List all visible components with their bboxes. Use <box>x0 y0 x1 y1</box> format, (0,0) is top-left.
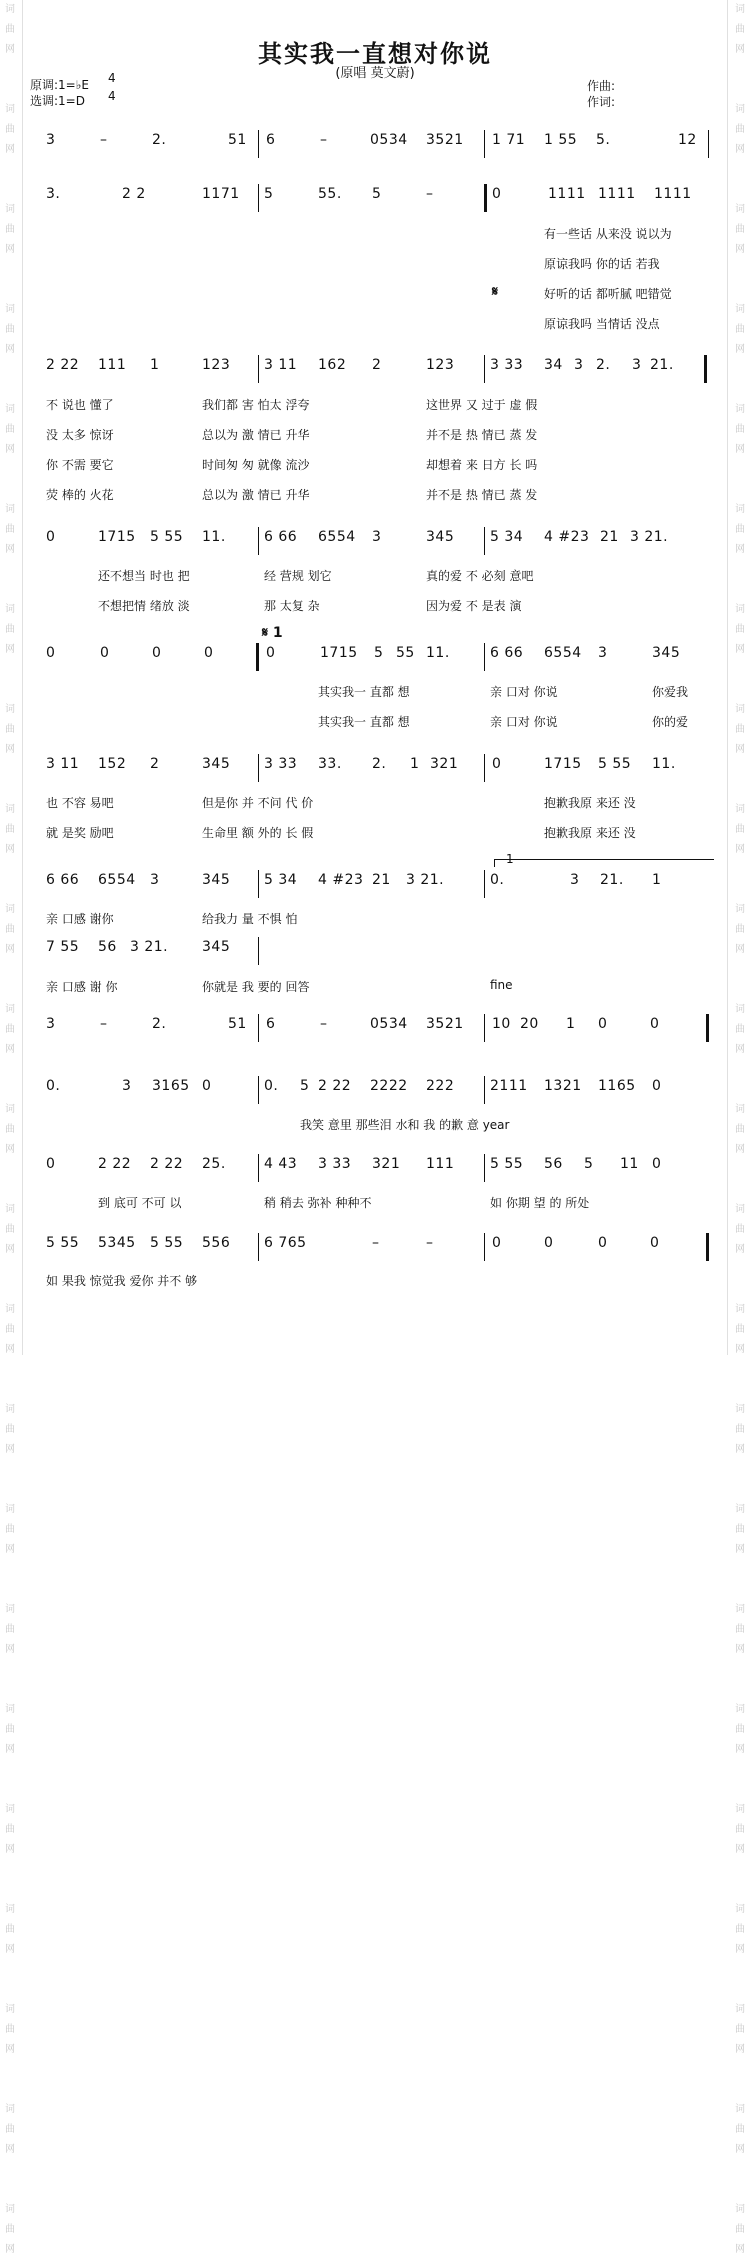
lyric-line: 你爱我 <box>652 685 689 699</box>
lyric-line: 不想把情 绪放 淡 <box>98 599 190 613</box>
note: 3 <box>574 357 584 373</box>
note: 5 <box>584 1156 594 1172</box>
score-row-4 <box>44 527 714 557</box>
note: 0 <box>46 1156 56 1172</box>
lyric-line: 因为爱 不 是表 演 <box>426 599 522 613</box>
barline <box>484 1014 485 1042</box>
barline <box>484 754 485 782</box>
note: – <box>100 132 108 148</box>
note: 11. <box>426 645 450 661</box>
barline <box>258 1014 259 1042</box>
note: 1321 <box>544 1078 582 1094</box>
barline <box>484 870 485 898</box>
volta-bracket <box>494 859 714 860</box>
note: 1111 <box>548 186 586 202</box>
note: 345 <box>202 939 231 955</box>
note: 5 <box>264 186 274 202</box>
note: 3 33 <box>264 756 298 772</box>
note: 345 <box>652 645 681 661</box>
note: 3 <box>632 357 642 373</box>
lyric-line: 亲 口感 谢 你 <box>46 980 118 994</box>
note: 6554 <box>98 872 136 888</box>
note: 11. <box>202 529 226 545</box>
note: – <box>372 1235 380 1251</box>
lyric-line: 时间匆 匆 就像 流沙 <box>202 458 310 472</box>
lyricist-label: 作词: <box>587 95 616 109</box>
lyric-line: 其实我一 直都 想 <box>318 715 410 729</box>
time-signature-top: 4 <box>108 71 116 85</box>
note: 0 <box>650 1235 660 1251</box>
fine-marker: fine <box>490 978 513 992</box>
segno-icon: 𝄋 1 <box>262 625 283 641</box>
note: 2. <box>152 1016 167 1032</box>
lyric-line: 你就是 我 要的 回答 <box>202 980 310 994</box>
repeat-start-barline <box>484 184 487 212</box>
lyric-line: 抱歉我原 来还 没 <box>544 826 636 840</box>
barline <box>258 184 259 212</box>
note: 3 <box>46 1016 56 1032</box>
note: 5 34 <box>490 529 524 545</box>
barline <box>484 527 485 555</box>
note: 0 <box>100 645 110 661</box>
lyric-line: 稍 稍去 弥补 种种不 <box>264 1196 372 1210</box>
double-barline <box>256 643 259 671</box>
lyric-line: 生命里 额 外的 长 假 <box>202 826 314 840</box>
note: 11. <box>652 756 676 772</box>
repeat-end-barline <box>704 355 707 383</box>
lyric-line: 我们都 害 怕太 浮夸 <box>202 398 310 412</box>
note: 123 <box>202 357 231 373</box>
lyric-line: 不 说也 懂了 <box>46 398 114 412</box>
lyric-line: 就 是奖 励吧 <box>46 826 114 840</box>
note: 12 <box>678 132 697 148</box>
chosen-key: 选调:1=D <box>30 94 85 108</box>
note: – <box>320 132 328 148</box>
note: 0 <box>46 529 56 545</box>
note: 5. <box>596 132 611 148</box>
note: 20 <box>520 1016 539 1032</box>
watermark-left: 词 曲 网 词 曲 网 词 曲 网 词 曲 网 词 曲 网 词 曲 网 词 曲 网 词 曲 网 词 曲 网 词 曲 网 词 曲 网 词 曲 网 词 曲 网 词 曲 网 词 曲 网 词 曲 网 词 曲 网 词 曲 网 词 曲 网 词 曲 网 词 曲 网 词 曲 网 词 曲 网 <box>5 4 15 2255</box>
lyric-line: 还不想当 时也 把 <box>98 569 190 583</box>
note: 6 66 <box>46 872 80 888</box>
note: 11 <box>620 1156 639 1172</box>
note: 55 <box>396 645 415 661</box>
note: 2 22 <box>46 357 80 373</box>
barline <box>258 527 259 555</box>
song-title: 其实我一直想对你说 <box>258 40 492 68</box>
score-row-3 <box>44 355 714 385</box>
lyric-line: 也 不容 易吧 <box>46 796 114 810</box>
note: 111 <box>98 357 127 373</box>
lyric-line: 没 太多 惊讶 <box>46 428 114 442</box>
score-row-2 <box>44 184 714 214</box>
note: 56 <box>98 939 117 955</box>
barline <box>258 870 259 898</box>
note: 2111 <box>490 1078 528 1094</box>
lyric-line: 好听的话 都听腻 吧错觉 <box>544 287 672 301</box>
note: 3 21. <box>130 939 169 955</box>
note: 3165 <box>152 1078 190 1094</box>
note: 0 <box>598 1016 608 1032</box>
lyric-line: 到 底可 不可 以 <box>98 1196 182 1210</box>
note: 3. <box>46 186 61 202</box>
score-row-8 <box>44 937 714 967</box>
note: 1 71 <box>492 132 526 148</box>
note: 51 <box>228 1016 247 1032</box>
note: 321 <box>372 1156 401 1172</box>
margin-line-right <box>727 0 728 1355</box>
note: 3 33 <box>318 1156 352 1172</box>
note: 5345 <box>98 1235 136 1251</box>
note: 2. <box>596 357 611 373</box>
note: 1 <box>652 872 662 888</box>
note: 6 66 <box>490 645 524 661</box>
barline <box>484 130 485 158</box>
lyric-line: 荧 棒的 火花 <box>46 488 114 502</box>
note: 6554 <box>318 529 356 545</box>
song-subtitle: (原唱 莫文蔚) <box>335 66 415 81</box>
note: 2 22 <box>318 1078 352 1094</box>
note: 1165 <box>598 1078 636 1094</box>
note: 0 <box>652 1078 662 1094</box>
lyric-line: 给我力 量 不惧 怕 <box>202 912 298 926</box>
note: 6 765 <box>264 1235 307 1251</box>
note: 111 <box>426 1156 455 1172</box>
lyric-line: 原谅我吗 你的话 若我 <box>544 257 660 271</box>
barline <box>708 130 709 158</box>
score-row-1 <box>44 130 714 160</box>
note: 34 <box>544 357 563 373</box>
lyric-line: 但是你 并 不问 代 价 <box>202 796 314 810</box>
note: 2 2 <box>122 186 146 202</box>
note: 1111 <box>654 186 692 202</box>
note: 0 <box>46 645 56 661</box>
note: 2 22 <box>98 1156 132 1172</box>
note: 0 <box>492 186 502 202</box>
note: 0 <box>266 645 276 661</box>
note: 3 21. <box>630 529 669 545</box>
note: 2 <box>150 756 160 772</box>
note: 3 <box>150 872 160 888</box>
barline <box>258 937 259 965</box>
lyric-line: 并不是 热 情已 蒸 发 <box>426 428 538 442</box>
note: 6554 <box>544 645 582 661</box>
note: 1 <box>410 756 420 772</box>
note: 3 11 <box>46 756 80 772</box>
lyric-line: 亲 口对 你说 <box>490 685 558 699</box>
note: 0 <box>650 1016 660 1032</box>
note: 0 <box>652 1156 662 1172</box>
note: 5 55 <box>598 756 632 772</box>
barline <box>258 1154 259 1182</box>
note: 123 <box>426 357 455 373</box>
score-row-5 <box>44 643 714 673</box>
note: 6 <box>266 132 276 148</box>
score-row-10 <box>44 1076 714 1106</box>
note: 1 <box>566 1016 576 1032</box>
note: 3 <box>372 529 382 545</box>
note: 3 <box>46 132 56 148</box>
note: 1715 <box>320 645 358 661</box>
note: – <box>100 1016 108 1032</box>
note: 3 <box>598 645 608 661</box>
note: 3 21. <box>406 872 445 888</box>
lyric-line: 我笑 意里 那些泪 水和 我 的歉 意 year <box>300 1118 510 1132</box>
note: 0. <box>46 1078 61 1094</box>
margin-line-left <box>22 0 23 1355</box>
note: 21. <box>600 872 624 888</box>
note: 51 <box>228 132 247 148</box>
lyric-line: 其实我一 直都 想 <box>318 685 410 699</box>
note: 0 <box>492 756 502 772</box>
note: 2222 <box>370 1078 408 1094</box>
note: 3521 <box>426 132 464 148</box>
note: 5 55 <box>150 529 184 545</box>
score-row-12 <box>44 1233 714 1263</box>
note: 10 <box>492 1016 511 1032</box>
note: 6 <box>266 1016 276 1032</box>
note: 1715 <box>98 529 136 545</box>
note: 5 <box>374 645 384 661</box>
note: 345 <box>426 529 455 545</box>
lyric-line: 总以为 激 情已 升华 <box>202 488 310 502</box>
composer-label: 作曲: <box>587 79 616 93</box>
note: 0 <box>598 1235 608 1251</box>
final-barline <box>706 1233 709 1261</box>
note: 152 <box>98 756 127 772</box>
barline <box>258 754 259 782</box>
note: 556 <box>202 1235 231 1251</box>
score-row-7 <box>44 870 714 900</box>
note: 25. <box>202 1156 226 1172</box>
barline <box>258 1076 259 1104</box>
note: 0534 <box>370 132 408 148</box>
note: 1 55 <box>544 132 578 148</box>
note: 5 55 <box>46 1235 80 1251</box>
volta-number: 1 <box>506 852 514 866</box>
note: 0 <box>152 645 162 661</box>
lyric-line: 经 营规 划它 <box>264 569 332 583</box>
watermark-right: 词 曲 网 词 曲 网 词 曲 网 词 曲 网 词 曲 网 词 曲 网 词 曲 网 词 曲 网 词 曲 网 词 曲 网 词 曲 网 词 曲 网 词 曲 网 词 曲 网 词 曲 网 词 曲 网 词 曲 网 词 曲 网 词 曲 网 词 曲 网 词 曲 网 词 曲 网 词 曲 网 <box>735 4 745 2255</box>
note: 1171 <box>202 186 240 202</box>
note: 2. <box>372 756 387 772</box>
final-barline <box>706 1014 709 1042</box>
barline <box>484 355 485 383</box>
barline <box>258 1233 259 1261</box>
note: 4 #23 <box>318 872 364 888</box>
score-row-9 <box>44 1014 714 1044</box>
lyric-line: 那 太复 杂 <box>264 599 320 613</box>
note: 222 <box>426 1078 455 1094</box>
note: 0 <box>202 1078 212 1094</box>
note: 5 55 <box>150 1235 184 1251</box>
note: 0. <box>490 872 505 888</box>
barline <box>484 643 485 671</box>
note: 1111 <box>598 186 636 202</box>
note: 345 <box>202 756 231 772</box>
lyric-line: 有一些话 从来没 说以为 <box>544 227 672 241</box>
note: 33. <box>318 756 342 772</box>
time-signature-bottom: 4 <box>108 89 116 103</box>
lyric-line: 原谅我吗 当情话 没点 <box>544 317 660 331</box>
note: 0534 <box>370 1016 408 1032</box>
note: 6 66 <box>264 529 298 545</box>
note: 5 55 <box>490 1156 524 1172</box>
note: 3 33 <box>490 357 524 373</box>
note: 0. <box>264 1078 279 1094</box>
lyric-line: 亲 口感 谢你 <box>46 912 114 926</box>
note: 21 <box>372 872 391 888</box>
lyric-line: 真的爱 不 必刻 意吧 <box>426 569 534 583</box>
lyric-line: 亲 口对 你说 <box>490 715 558 729</box>
note: 21 <box>600 529 619 545</box>
note: – <box>426 186 434 202</box>
note: 3521 <box>426 1016 464 1032</box>
note: 5 34 <box>264 872 298 888</box>
note: 2. <box>152 132 167 148</box>
barline <box>484 1076 485 1104</box>
note: 162 <box>318 357 347 373</box>
note: – <box>320 1016 328 1032</box>
note: 3 <box>122 1078 132 1094</box>
lyric-line: 你的爱 <box>652 715 689 729</box>
note: 7 55 <box>46 939 80 955</box>
lyric-line: 总以为 激 情已 升华 <box>202 428 310 442</box>
note: 56 <box>544 1156 563 1172</box>
note: 345 <box>202 872 231 888</box>
segno-icon: 𝄋 <box>492 284 499 300</box>
note: 0 <box>492 1235 502 1251</box>
note: – <box>426 1235 434 1251</box>
lyric-line: 如 你期 望 的 所处 <box>490 1196 590 1210</box>
lyric-line: 如 果我 惊觉我 爱你 并不 够 <box>46 1274 198 1288</box>
barline <box>484 1154 485 1182</box>
score-row-6 <box>44 754 714 784</box>
score-row-11 <box>44 1154 714 1184</box>
note: 2 22 <box>150 1156 184 1172</box>
barline <box>484 1233 485 1261</box>
volta-bracket-hook <box>494 859 495 867</box>
original-key: 原调:1=♭E <box>30 78 89 92</box>
note: 0 <box>544 1235 554 1251</box>
lyric-line: 并不是 热 情已 蒸 发 <box>426 488 538 502</box>
note: 4 43 <box>264 1156 298 1172</box>
note: 321 <box>430 756 459 772</box>
note: 1 <box>150 357 160 373</box>
note: 1715 <box>544 756 582 772</box>
lyric-line: 这世界 又 过于 虚 假 <box>426 398 538 412</box>
note: 2 <box>372 357 382 373</box>
lyric-line: 你 不需 要它 <box>46 458 114 472</box>
lyric-line: 却想着 来 日方 长 吗 <box>426 458 538 472</box>
note: 4 #23 <box>544 529 590 545</box>
note: 5 <box>372 186 382 202</box>
note: 3 11 <box>264 357 298 373</box>
note: 3 <box>570 872 580 888</box>
barline <box>258 355 259 383</box>
lyric-line: 抱歉我原 来还 没 <box>544 796 636 810</box>
barline <box>258 130 259 158</box>
note: 21. <box>650 357 674 373</box>
note: 0 <box>204 645 214 661</box>
note: 55. <box>318 186 342 202</box>
note: 5 <box>300 1078 310 1094</box>
